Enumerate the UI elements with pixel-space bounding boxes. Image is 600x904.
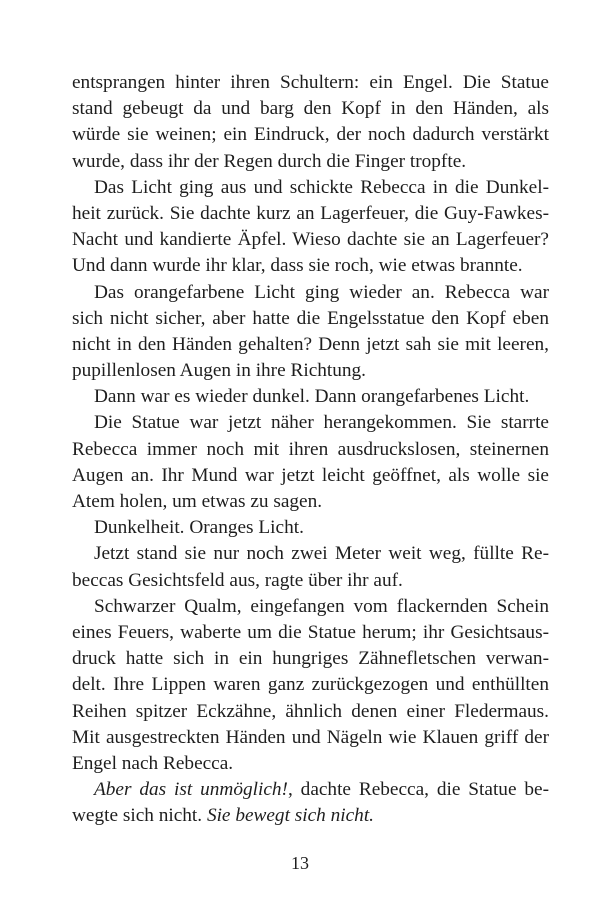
text-line [72, 253, 549, 279]
text-line [72, 410, 549, 436]
text-line [72, 358, 549, 384]
paragraph [72, 777, 549, 829]
text-segment: , dachte Rebecca, die Statue be- [287, 779, 549, 801]
paragraph [72, 594, 549, 777]
text-segment: Nacht und kandierte Äpfel. Wieso dachte sie an Lagerfeuer? [72, 229, 549, 251]
text-segment: würde sie weinen; ein Eindruck, der noch dadurch verstärkt [72, 124, 549, 146]
text-line [72, 384, 549, 410]
text-line [72, 227, 549, 253]
text-segment: Jetzt stand sie nur noch zwei Meter weit weg, füllte Re- [94, 543, 549, 565]
text-segment: sich nicht sicher, aber hatte die Engelsstatue den Kopf eben [72, 307, 549, 329]
text-line [72, 201, 549, 227]
paragraph [72, 70, 549, 175]
text-segment: wegte sich nicht. [72, 805, 207, 827]
paragraph [72, 280, 549, 385]
text-segment: Das orangefarbene Licht ging wieder an. Rebecca war [94, 281, 549, 303]
paragraph [72, 384, 549, 410]
text-line [72, 280, 549, 306]
text-segment: Engel nach Rebecca. [72, 752, 234, 774]
text-line [72, 332, 549, 358]
text-segment: pupillenlosen Augen in ihre Richtung. [72, 360, 367, 382]
text-line [72, 699, 549, 725]
text-line [72, 175, 549, 201]
paragraph [72, 175, 549, 280]
text-line [72, 515, 549, 541]
text-segment: Dann war es wieder dunkel. Dann orangefarbenes Licht. [94, 386, 530, 408]
text-segment: Das Licht ging aus und schickte Rebecca in die Dunkel- [94, 176, 549, 198]
text-segment: Dunkelheit. Oranges Licht. [94, 517, 304, 539]
page-number: 13 [291, 853, 309, 873]
text-segment: nicht in den Händen gehalten? Denn jetzt sah sie mit leeren, [72, 333, 549, 355]
text-line [72, 751, 549, 777]
text-line [72, 70, 549, 96]
text-segment: heit zurück. Sie dachte kurz an Lagerfeuer, die Guy-Fawkes- [72, 202, 549, 224]
paragraph [72, 515, 549, 541]
text-segment: Rebecca immer noch mit ihren ausdruckslosen, steinernen [72, 438, 549, 460]
text-line [72, 96, 549, 122]
text-line [72, 568, 549, 594]
text-segment: eines Feuers, waberte um die Statue herum; ihr Gesichtsaus- [72, 621, 549, 643]
text-segment: Mit ausgestreckten Händen und Nägeln wie Klauen griff der [72, 726, 549, 748]
text-segment: druck hatte sich in ein hungriges Zähnefletschen verwan- [72, 648, 549, 670]
text-line [72, 725, 549, 751]
text-line [72, 594, 549, 620]
text-segment: Die Statue war jetzt näher herangekommen. Sie starrte [94, 412, 549, 434]
text-segment: Und dann wurde ihr klar, dass sie roch, wie etwas brannte. [72, 255, 523, 277]
text-segment: Schwarzer Qualm, eingefangen vom flackernden Schein [94, 595, 549, 617]
italic-text: Aber das ist unmöglich! [94, 779, 288, 801]
text-line [72, 149, 549, 175]
text-line [72, 306, 549, 332]
text-line [72, 541, 549, 567]
body-text [72, 70, 549, 829]
text-segment: entsprangen hinter ihren Schultern: ein Engel. Die Statue [72, 72, 549, 93]
paragraph [72, 541, 549, 593]
text-line [72, 463, 549, 489]
text-segment: Reihen spitzer Eckzähne, ähnlich denen einer Fledermaus. [72, 700, 549, 722]
text-line [72, 489, 549, 515]
text-line [72, 672, 549, 698]
text-segment: Atem holen, um etwas zu sagen. [72, 491, 323, 512]
text-line [72, 803, 549, 829]
text-line [72, 646, 549, 672]
text-segment: beccas Gesichtsfeld aus, ragte über ihr auf. [72, 569, 403, 591]
paragraph [72, 410, 549, 515]
text-line [72, 777, 549, 803]
text-line [72, 437, 549, 463]
text-segment: stand gebeugt da und barg den Kopf in den Händen, als [72, 98, 549, 120]
text-segment: delt. Ihre Lippen waren ganz zurückgezogen und enthüllten [72, 674, 549, 696]
italic-text: Sie bewegt sich nicht. [206, 805, 375, 827]
text-segment: Augen an. Ihr Mund war jetzt leicht geöffnet, als wolle sie [72, 464, 549, 486]
text-segment: wurde, dass ihr der Regen durch die Finger tropfte. [72, 150, 467, 172]
text-line [72, 620, 549, 646]
text-line [72, 122, 549, 148]
